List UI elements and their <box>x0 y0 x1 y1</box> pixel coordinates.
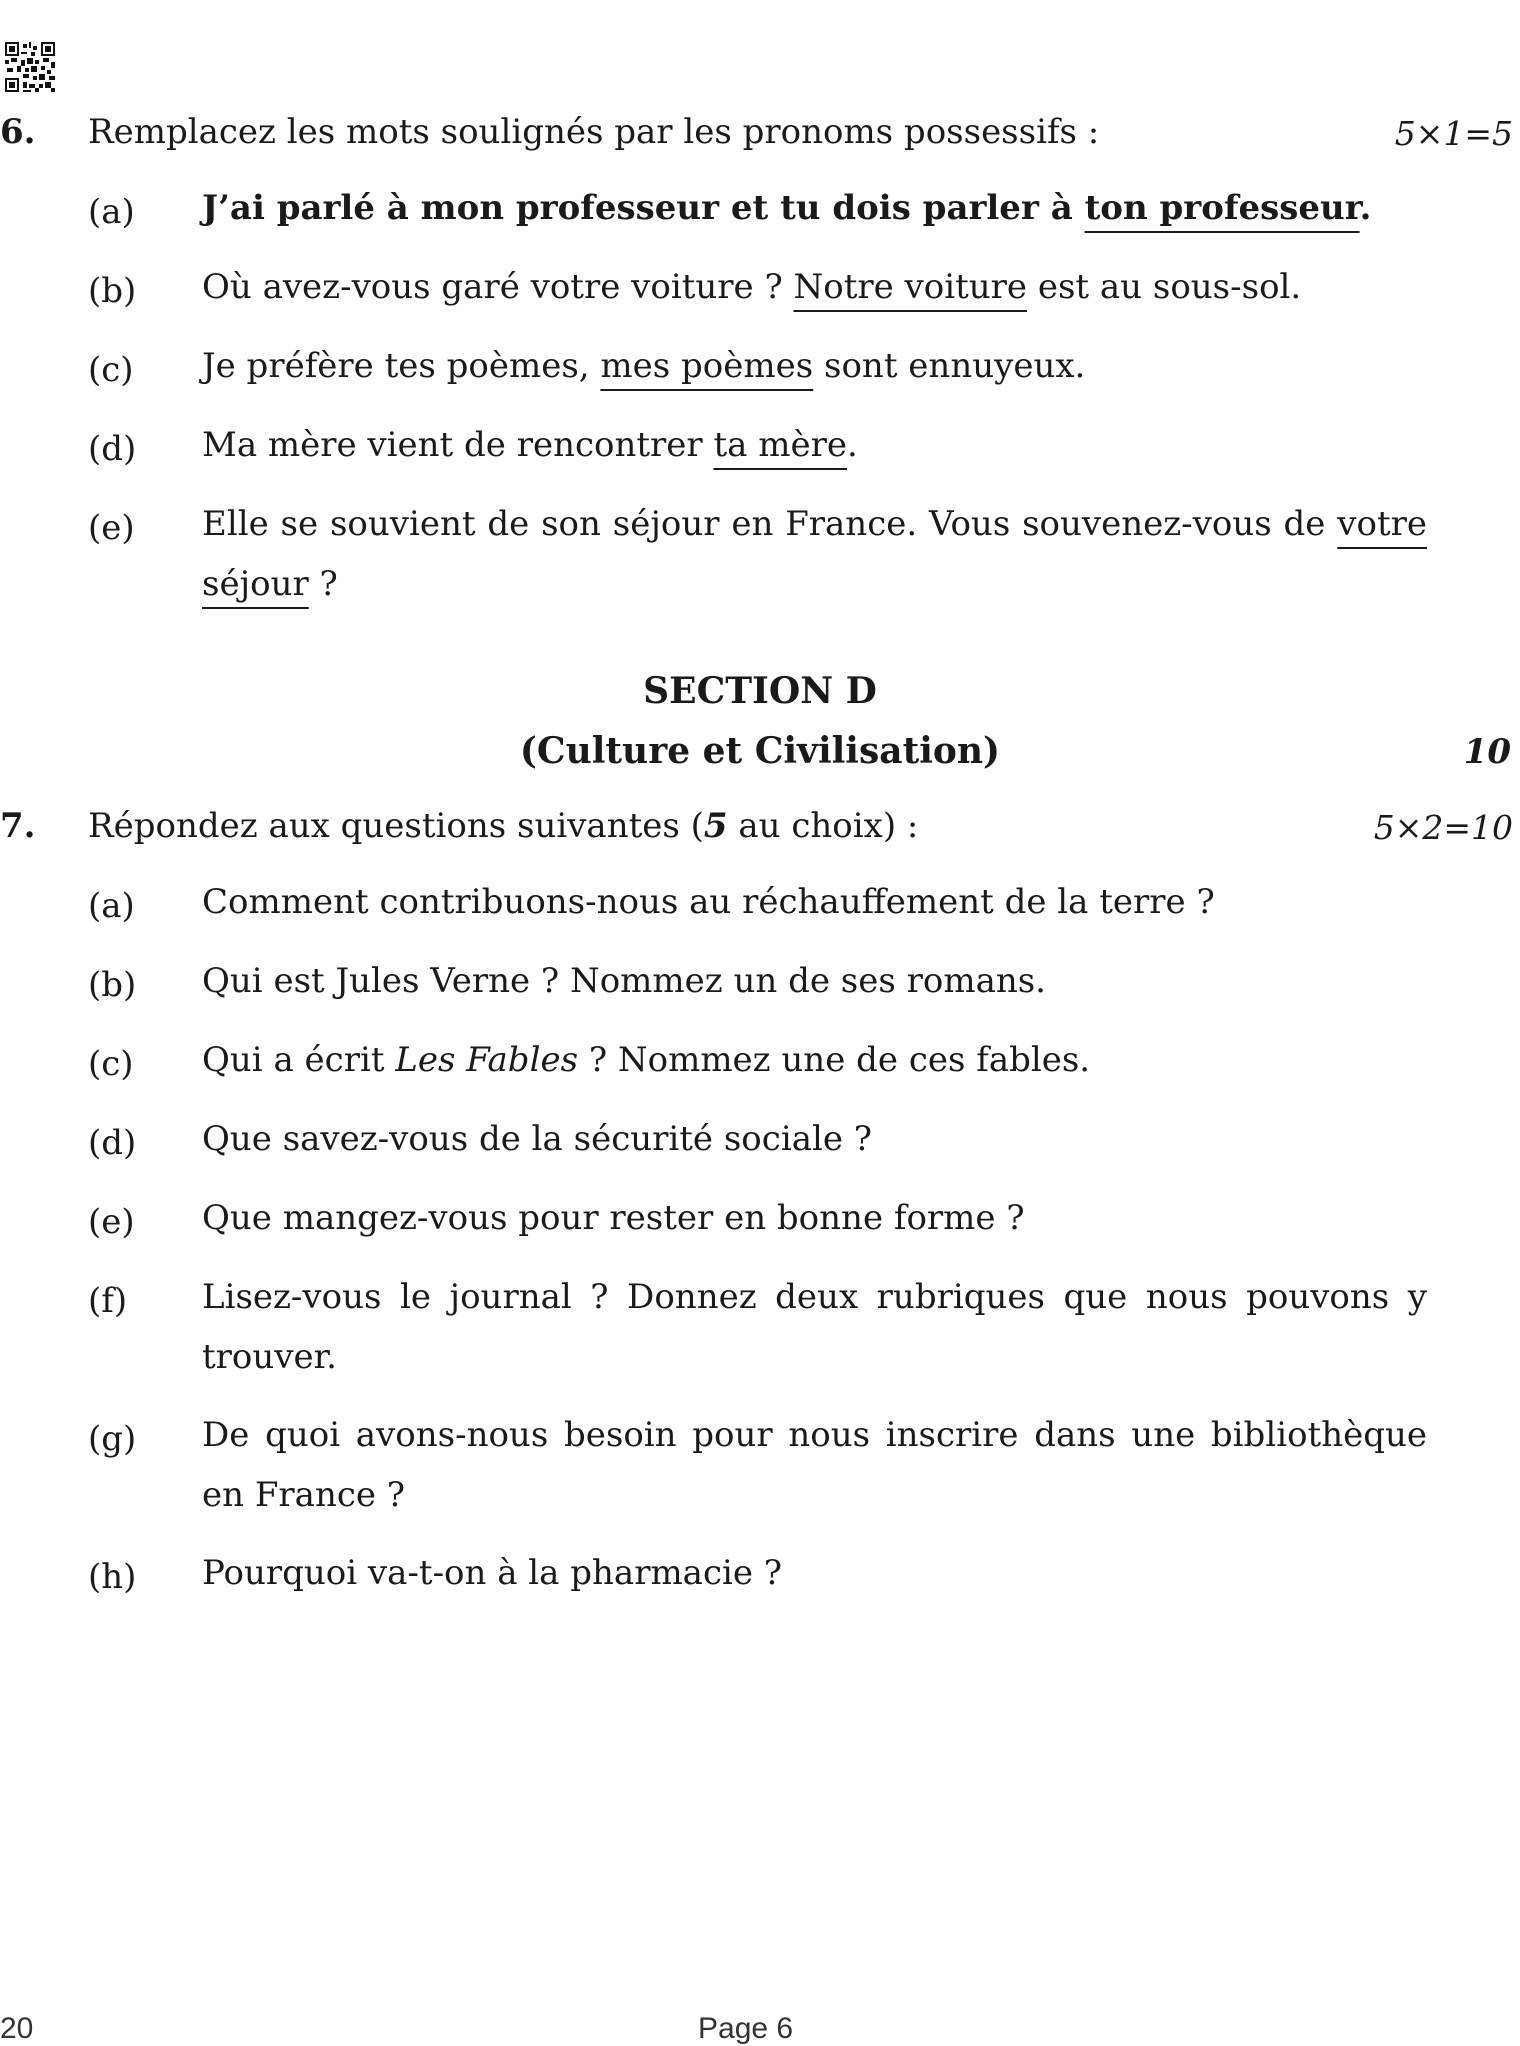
q6-item-d-after: . <box>846 425 858 465</box>
q7-item-c-italic: Les Fables <box>395 1040 579 1080</box>
q6-item-label-e: (e) <box>88 508 135 548</box>
q7-item-h: Pourquoi va-t-on à la pharmacie ? <box>202 1553 783 1593</box>
q6-item-e-before: Elle se souvient de son séjour en France. Vous souvenez-vous de <box>202 504 1338 544</box>
q7-instruction-after: au choix) : <box>727 806 919 846</box>
q6-item-d-underlined: ta mère <box>713 425 847 465</box>
q6-item-c <box>202 336 1085 396</box>
q6-item-c-before: Je préfère tes poèmes, <box>202 346 601 386</box>
q7-item-g: De quoi avons-nous besoin pour nous inscrire dans une bibliothèque en France ? <box>202 1415 1427 1515</box>
section-title: SECTION D <box>643 670 877 712</box>
q6-item-a-after: . <box>1359 188 1372 228</box>
q6-item-e-underlined: votre séjour <box>202 504 1427 604</box>
q6-item-a <box>202 178 1371 238</box>
q6-item-label-c: (c) <box>88 350 134 390</box>
q7-item-label-h: (h) <box>88 1557 137 1597</box>
question-6-marks: 5×1=5 <box>1394 114 1513 153</box>
q7-item-label-b: (b) <box>88 965 137 1005</box>
question-6-instruction: Remplacez les mots soulignés par les pronoms possessifs : <box>88 112 1100 152</box>
q6-item-b <box>202 257 1301 317</box>
q7-item-e: Que mangez-vous pour rester en bonne forme ? <box>202 1198 1025 1238</box>
q6-item-a-before: J’ai parlé à mon professeur et tu dois parler à <box>202 188 1085 228</box>
section-marks: 10 <box>1463 732 1511 772</box>
q7-item-c <box>202 1030 1090 1090</box>
q6-item-e-after: ? <box>308 564 338 604</box>
question-7-number: 7. <box>0 806 36 846</box>
q7-item-b: Qui est Jules Verne ? Nommez un de ses romans. <box>202 961 1046 1001</box>
section-subtitle: (Culture et Civilisation) <box>519 730 1001 772</box>
question-7-instruction <box>88 806 918 846</box>
q6-item-b-before: Où avez-vous garé votre voiture ? <box>202 267 794 307</box>
q7-item-label-d: (d) <box>88 1123 137 1163</box>
question-6-number: 6. <box>0 112 36 152</box>
q7-item-label-a: (a) <box>88 886 135 926</box>
q6-item-b-after: est au sous-sol. <box>1027 267 1302 307</box>
q7-item-label-e: (e) <box>88 1202 135 1242</box>
q7-item-a: Comment contribuons-nous au réchauffement de la terre ? <box>202 882 1215 922</box>
q7-instruction-before: Répondez aux questions suivantes ( <box>88 806 704 846</box>
q7-item-c-before: Qui a écrit <box>202 1040 396 1080</box>
q7-item-label-g: (g) <box>88 1419 137 1459</box>
q7-item-label-f: (f) <box>88 1281 128 1321</box>
page-number: Page 6 <box>698 2012 794 2045</box>
q6-item-label-d: (d) <box>88 429 137 469</box>
q6-item-e <box>202 494 1427 614</box>
q7-item-label-c: (c) <box>88 1044 134 1084</box>
q6-item-c-after: sont ennuyeux. <box>813 346 1086 386</box>
qr-code-icon <box>5 42 55 92</box>
q6-item-d-before: Ma mère vient de rencontrer <box>202 425 714 465</box>
q7-item-f: Lisez-vous le journal ? Donnez deux rubriques que nous pouvons y trouver. <box>202 1277 1427 1377</box>
q6-item-c-underlined: mes poèmes <box>600 346 814 386</box>
question-7-marks: 5×2=10 <box>1373 808 1513 847</box>
page-code: 20 <box>0 2012 34 2045</box>
q7-item-c-after: ? Nommez une de ces fables. <box>578 1040 1091 1080</box>
q7-instruction-number: 5 <box>703 806 728 846</box>
q6-item-b-underlined: Notre voiture <box>793 267 1028 307</box>
q7-item-d: Que savez-vous de la sécurité sociale ? <box>202 1119 872 1159</box>
q6-item-d <box>202 415 858 475</box>
q6-item-label-b: (b) <box>88 271 137 311</box>
q6-item-label-a: (a) <box>88 192 135 232</box>
q6-item-a-underlined: ton professeur <box>1084 188 1360 228</box>
